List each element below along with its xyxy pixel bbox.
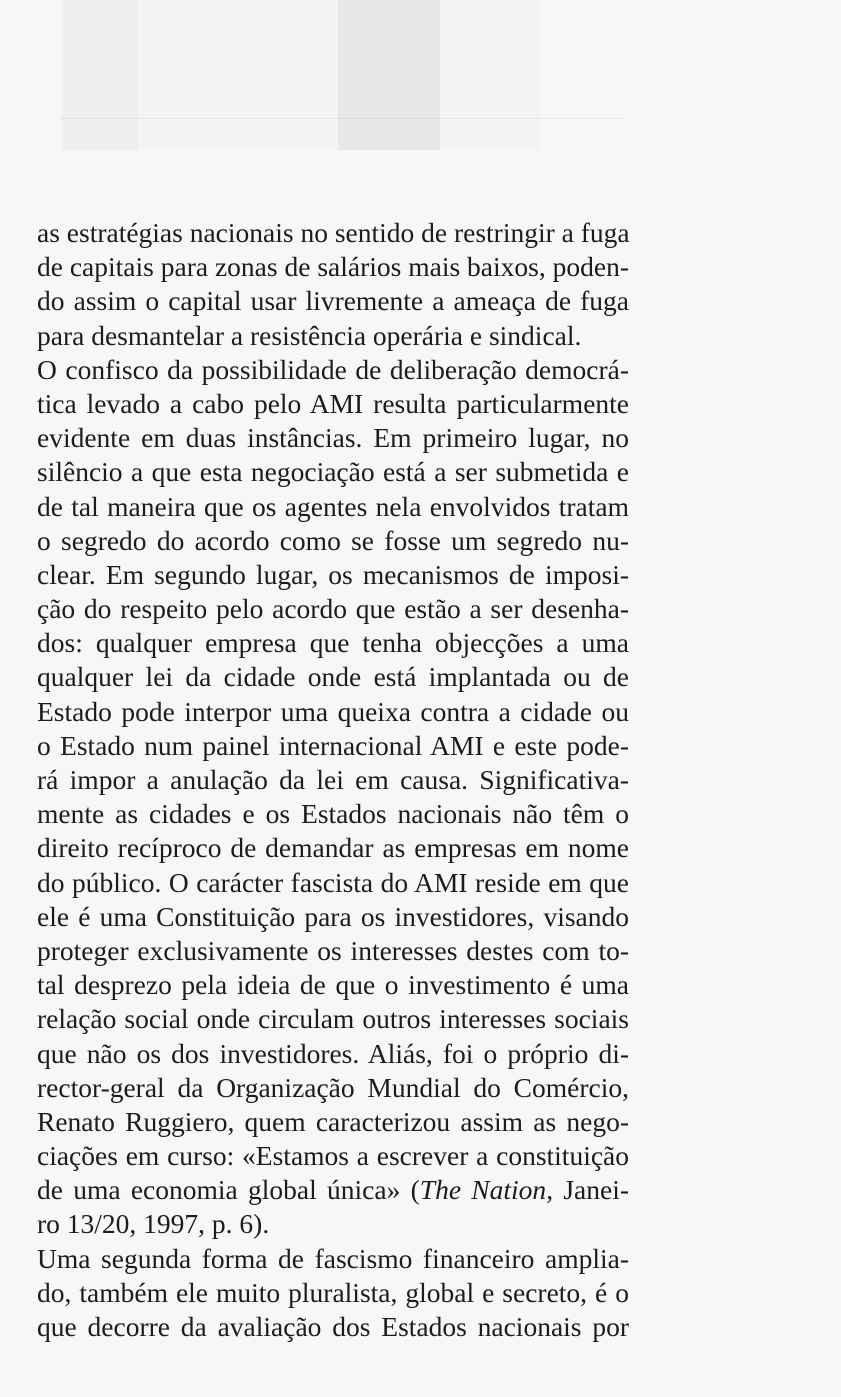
citation-source-title: The Nation [419, 1174, 547, 1206]
citation-line [37, 1173, 629, 1207]
citation-text-before: de uma economia global única» ( [37, 1174, 420, 1206]
citation-text-after: , Janei- [546, 1174, 629, 1206]
text-line: ção do respeito pelo acordo que estão a ser desenha- [37, 593, 629, 625]
text-line: tica levado a cabo pelo AMI resulta particularmente [37, 387, 629, 419]
text-line: para desmantelar a resistência operária e sindical. [37, 319, 582, 351]
text-line: o Estado num painel internacional AMI e este pode- [37, 729, 629, 761]
text-line: do público. O carácter fascista do AMI reside em que [37, 866, 629, 898]
text-line: de capitais para zonas de salários mais baixos, poden- [37, 251, 629, 283]
text-line: silêncio a que esta negociação está a ser submetida e [37, 456, 629, 488]
text-line: que decorre da avaliação dos Estados nacionais por [37, 1311, 629, 1342]
text-line: O confisco da possibilidade de deliberação democrá- [37, 353, 629, 385]
bleed-through-shadow [0, 0, 841, 150]
text-line: Estado pode interpor uma queixa contra a cidade ou [37, 695, 629, 727]
text-line: rector-geral da Organização Mundial do Comércio, [37, 1071, 629, 1103]
text-line: dos: qualquer empresa que tenha objecções a uma [37, 627, 629, 659]
text-line: ciações em curso: «Estamos a escrever a constituição [37, 1140, 629, 1172]
text-line: qualquer lei da cidade onde está implantada ou de [37, 661, 629, 693]
text-line: do assim o capital usar livremente a ameaça de fuga [37, 285, 629, 317]
text-line: clear. Em segundo lugar, os mecanismos de imposi- [37, 558, 629, 590]
body-text [37, 216, 629, 1344]
text-line: mente as cidades e os Estados nacionais não têm o [37, 798, 629, 830]
text-line: proteger exclusivamente os interesses destes com to- [37, 934, 629, 966]
text-line: do, também ele muito pluralista, global e secreto, é o [37, 1276, 629, 1308]
text-line: evidente em duas instâncias. Em primeiro lugar, no [37, 422, 629, 454]
text-line: Renato Ruggiero, quem caracterizou assim as nego- [37, 1105, 629, 1137]
text-line: ele é uma Constituição para os investidores, visando [37, 900, 629, 932]
text-line: de tal maneira que os agentes nela envolvidos tratam [37, 490, 629, 522]
text-line: as estratégias nacionais no sentido de restringir a fuga [37, 217, 630, 248]
text-line: o segredo do acordo como se fosse um segredo nu- [37, 524, 629, 556]
text-line: tal desprezo pela ideia de que o investimento é uma [37, 969, 629, 1001]
text-line: ro 13/20, 1997, p. 6). [37, 1208, 270, 1240]
bleed-through-rule [60, 118, 625, 119]
text-line: que não os dos investidores. Aliás, foi o próprio di- [37, 1037, 629, 1069]
text-line: Uma segunda forma de fascismo financeiro amplia- [37, 1242, 629, 1274]
text-line: direito recíproco de demandar as empresas em nome [37, 832, 629, 864]
text-line: relação social onde circulam outros interesses sociais [37, 1003, 629, 1035]
text-line: rá impor a anulação da lei em causa. Significativa- [37, 764, 629, 795]
